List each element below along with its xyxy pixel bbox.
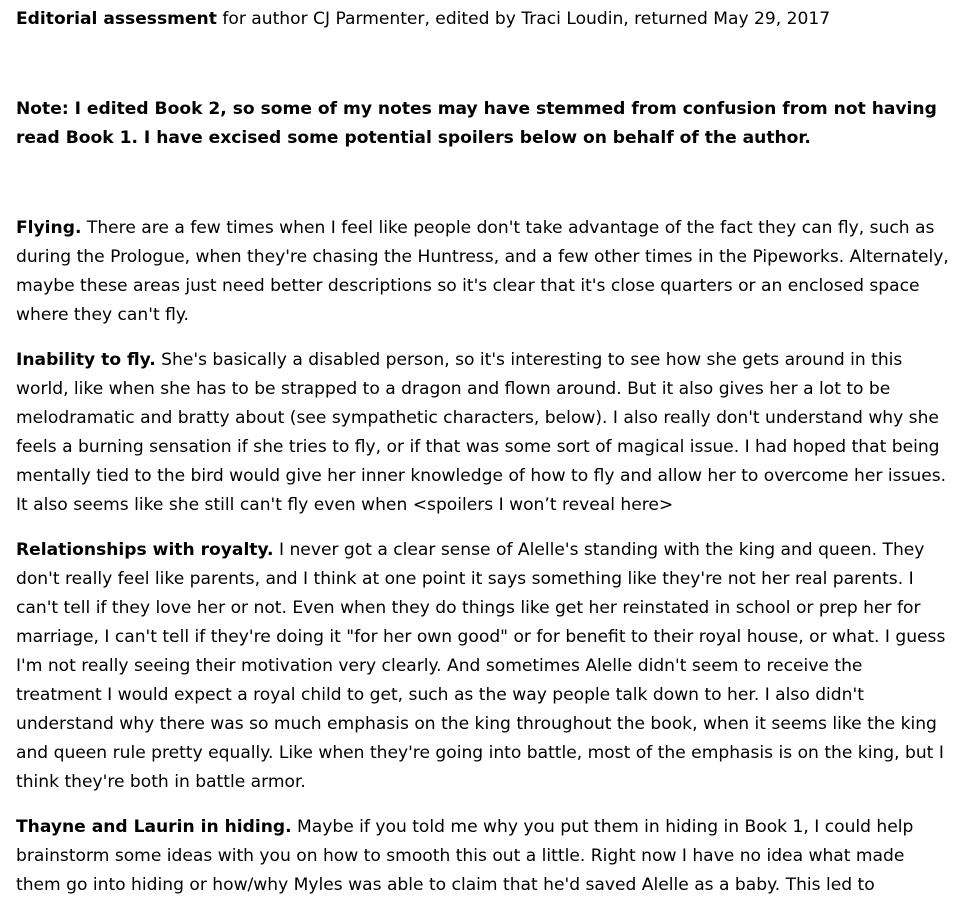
section-body: Maybe if you told me why you put them in hiding in Book 1, I could help brainstorm some ideas with you on how to smooth this out a little. Right now I have no idea what made them go into hiding or how/why Myles was able to claim that he'd saved Alelle as a baby. This led to	[16, 817, 914, 895]
header-title-rest: for author CJ Parmenter, edited by Traci Loudin, returned May 29, 2017	[216, 9, 831, 29]
document-page	[16, 5, 950, 916]
section-thayne-and-laurin	[16, 813, 950, 900]
section-body: There are a few times when I feel like people don't take advantage of the fact they can fly, such as during the Prologue, when they're chasing the Huntress, and a few other times in the Pipeworks. Alternately, maybe these areas just need better descriptions so it's clear that it's close quarters or an enclosed space where they can't fly.	[16, 218, 949, 325]
section-body: She's basically a disabled person, so it's interesting to see how she gets around in this world, like when she has to be strapped to a dragon and flown around. But it also gives her a lot to be melodramatic and bratty about (see sympathetic characters, below). I also really don't understand why she feels a burning sensation if she tries to fly, or if that was some sort of magical issue. I had hoped that being mentally tied to the bird would give her inner knowledge of how to fly and allow her to overcome her issues. It also seems like she still can't fly even when <spoilers I won’t reveal here>	[16, 350, 947, 515]
editor-note-text: Note: I edited Book 2, so some of my notes may have stemmed from confusion from not having read Book 1. I have excised some potential spoilers below on behalf of the author.	[16, 99, 937, 148]
section-body: I never got a clear sense of Alelle's standing with the king and queen. They don't really feel like parents, and I think at one point it says something like they're not her real parents. I can't tell if they love her or not. Even when they do things like get her reinstated in school or prep her for marriage, I can't tell if they're doing it "for her own good" or for benefit to their royal house, or what. I guess I'm not really seeing their motivation very clearly. And sometimes Alelle didn't seem to receive the treatment I would expect a royal child to get, such as the way people talk down to her. I also didn't understand why there was so much emphasis on the king throughout the book, when it seems like the king and queen rule pretty equally. Like when they're going into battle, most of the emphasis is on the king, but I think they're both in battle armor.	[16, 540, 946, 792]
header-title-bold: Editorial assessment	[16, 9, 217, 29]
section-inability-to-fly	[16, 346, 950, 520]
section-flying	[16, 214, 950, 330]
section-heading: Thayne and Laurin in hiding.	[16, 817, 292, 837]
section-relationships-with-royalty	[16, 536, 950, 797]
section-heading: Inability to fly.	[16, 350, 156, 370]
section-heading: Flying.	[16, 218, 82, 238]
document-header	[16, 5, 950, 34]
section-heading: Relationships with royalty.	[16, 540, 274, 560]
editor-note	[16, 95, 950, 153]
